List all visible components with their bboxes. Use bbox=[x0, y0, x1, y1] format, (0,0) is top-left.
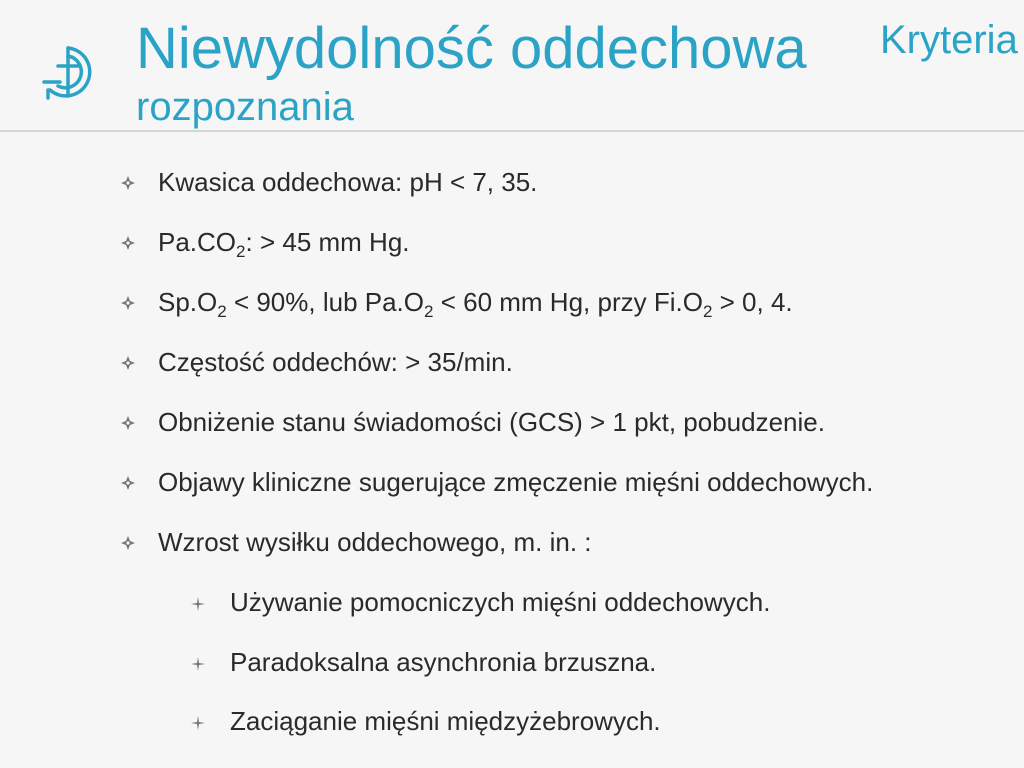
fleuron-diamond-icon bbox=[120, 535, 136, 551]
bullet-item: Kwasica oddechowa: pH < 7, 35. bbox=[158, 167, 538, 197]
bullet-item: Objawy kliniczne sugerujące zmęczenie mięśni oddechowych. bbox=[158, 467, 874, 497]
page-subtitle: rozpoznania bbox=[136, 85, 354, 129]
four-point-star-icon bbox=[190, 656, 206, 672]
bullet-item: Wzrost wysiłku oddechowego, m. in. : bbox=[158, 527, 592, 557]
bullet-item: Obniżenie stanu świadomości (GCS) > 1 pkt, pobudzenie. bbox=[158, 407, 825, 437]
bullet-item: $Pa.CO_2$: > 45 mm Hg. bbox=[158, 227, 410, 261]
subbullet-item: Paradoksalna asynchronia brzuszna. bbox=[230, 647, 657, 677]
logo-icon bbox=[40, 42, 96, 102]
four-point-star-icon bbox=[190, 596, 206, 612]
four-point-star-icon bbox=[190, 715, 206, 731]
bullet-item: Częstość oddechów: > 35/min. bbox=[158, 347, 513, 377]
header-divider bbox=[0, 130, 1024, 132]
fleuron-diamond-icon bbox=[120, 295, 136, 311]
fleuron-diamond-icon bbox=[120, 235, 136, 251]
page-title: Niewydolność oddechowa bbox=[136, 16, 807, 81]
fleuron-diamond-icon bbox=[120, 355, 136, 371]
subbullet-item: Zaciąganie mięśni międzyżebrowych. bbox=[230, 706, 661, 736]
fleuron-diamond-icon bbox=[120, 475, 136, 491]
bullet-item: $Sp.O_2 < 90\%$, lub $Pa.O_2 < 60$ mm Hg, przy $Fi.O_2 > 0$, 4. bbox=[158, 287, 793, 321]
subbullet-item: Używanie pomocniczych mięśni oddechowych. bbox=[230, 587, 771, 617]
fleuron-diamond-icon bbox=[120, 415, 136, 431]
fleuron-diamond-icon bbox=[120, 175, 136, 191]
page-title-extra: Kryteria bbox=[880, 18, 1018, 62]
